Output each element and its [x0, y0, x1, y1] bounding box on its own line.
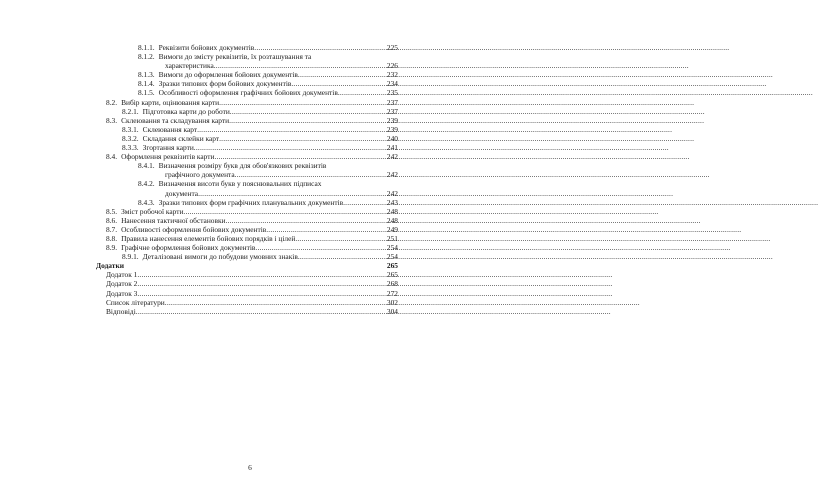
toc-entry [96, 107, 398, 116]
toc-entry-title: Зразки типових форм бойових документів [158, 79, 292, 89]
dot-leader [198, 189, 376, 198]
toc-entry [96, 98, 398, 107]
toc-entry-title: Деталізовані вимоги до побудови умовних знаків [142, 252, 298, 262]
dot-leader [338, 88, 376, 97]
toc-entry [96, 207, 398, 216]
toc-entry-continuation [96, 61, 398, 70]
toc-entry-number: 8.4.1. [138, 161, 155, 171]
toc-entry-number: 8.6. [106, 215, 118, 225]
toc-entry [96, 179, 398, 188]
dot-leader [229, 116, 376, 125]
toc-entry [96, 216, 398, 225]
toc-entry-number: 8.3.1. [122, 124, 139, 134]
toc-entry [96, 270, 398, 279]
dot-leader [219, 98, 376, 107]
toc-entry-page: 302 [386, 297, 398, 307]
toc-entry-title: Реквізити бойових документів [158, 43, 255, 52]
toc-entry-title: Додатки [96, 261, 124, 271]
toc-entry-number: 8.1.4. [138, 79, 155, 89]
toc-entry-title: Склеювання карт [142, 124, 198, 134]
toc-entry [96, 125, 398, 134]
toc-entry [96, 143, 398, 152]
dot-leader [194, 143, 376, 152]
toc-entry-title: Додаток 3 [106, 288, 138, 298]
toc-entry-number: 8.3. [106, 115, 118, 125]
toc-entry-number: 8.2. [106, 97, 118, 107]
toc-entry [96, 198, 398, 207]
toc-entry-page: 251 [386, 233, 398, 243]
toc-entry [96, 152, 398, 161]
toc-entry-continuation [96, 170, 398, 179]
dot-leader [230, 107, 376, 116]
toc-entry-page: 240 [386, 133, 398, 143]
toc-entry [96, 116, 398, 125]
dot-leader [298, 70, 376, 79]
page-number: 6 [248, 463, 252, 472]
toc-entry-title: Згортання карти [142, 143, 194, 153]
toc-entry-number: 8.4.3. [138, 197, 155, 207]
toc-entry-page: 225 [386, 43, 398, 52]
toc-entry-number: 8.4. [106, 152, 118, 162]
toc-entry-page: 226 [386, 61, 398, 71]
dot-leader [266, 225, 376, 234]
toc-entry-number: 8.9.1. [122, 252, 139, 262]
toc-entry-page: 248 [386, 215, 398, 225]
toc-entry-title: Вибір карти, оцінювання карти [121, 97, 220, 107]
toc-entry-title: Відповіді [106, 306, 136, 316]
toc-entry [96, 43, 398, 52]
toc-entry-title: Особливості оформлення графічних бойових документів [158, 88, 338, 98]
toc-entry-title: Складання склейки карт [142, 133, 220, 143]
dot-leader [137, 289, 376, 298]
toc-entry-title: Нанесення тактичної обстановки [121, 215, 226, 225]
toc-entry-page: 239 [386, 124, 398, 134]
toc-entry-page: 237 [386, 97, 398, 107]
toc-entry-page: 304 [386, 306, 398, 316]
dot-leader [197, 125, 376, 134]
dot-leader [226, 216, 376, 225]
toc-entry-page: 242 [386, 152, 398, 162]
toc-entry-page: 265 [386, 270, 398, 280]
toc-entry-title-continued: характеристика [165, 61, 214, 71]
dot-leader [298, 252, 376, 261]
dot-leader [136, 307, 376, 316]
toc-entry-title: Склеювання та складування карти [121, 115, 230, 125]
toc-entry [96, 225, 398, 234]
toc-entry [96, 234, 398, 243]
toc-entry-number: 8.8. [106, 233, 118, 243]
toc-entry-number: 8.7. [106, 224, 118, 234]
toc-entry-page: 254 [386, 243, 398, 253]
toc-entry-number: 8.1.3. [138, 70, 155, 80]
toc-entry-page: 254 [386, 252, 398, 262]
toc-entry-page: 249 [386, 224, 398, 234]
toc-entry-title: Визначення розміру букв для обов'язкових реквізитів [158, 161, 327, 171]
toc-entry-number: 8.5. [106, 206, 118, 216]
dot-leader [291, 79, 376, 88]
toc-entry [96, 279, 398, 288]
toc-entry [96, 52, 398, 61]
dot-leader [254, 43, 376, 52]
toc-entry [96, 261, 398, 270]
toc-entry-page: 232 [386, 70, 398, 80]
toc-entry-page: 234 [386, 79, 398, 89]
dot-leader [137, 270, 376, 279]
toc-entry-page: 242 [386, 188, 398, 198]
toc-entry-continuation [96, 189, 398, 198]
toc-entry-number: 8.3.3. [122, 143, 139, 153]
toc-entry-title: Правила нанесення елементів бойових порядків і цілей [121, 233, 296, 243]
toc-entry-title-continued: графічного документа [165, 170, 235, 180]
toc-entry-page: 237 [386, 106, 398, 116]
toc-entry-title: Вимоги до оформлення бойових документів [158, 70, 298, 80]
toc-entry [96, 307, 398, 316]
toc-entry-number: 8.3.2. [122, 133, 139, 143]
toc-entry-number: 8.9. [106, 243, 118, 253]
toc-entry-title: Список літератури [106, 297, 165, 307]
toc-entry-title: Оформлення реквізитів карти [121, 152, 215, 162]
toc-entry-page: 265 [386, 261, 398, 271]
toc-entry-number: 8.1.1. [138, 43, 155, 52]
toc-entry-number: 8.1.5. [138, 88, 155, 98]
toc-entry-title-continued: документа [165, 188, 199, 198]
toc-entry [96, 161, 398, 170]
toc-entry-title: Зміст робочої карти [121, 206, 184, 216]
toc-entry [96, 289, 398, 298]
dot-leader [214, 61, 376, 70]
dot-leader [235, 170, 376, 179]
toc-entry [96, 243, 398, 252]
table-of-contents [96, 43, 398, 316]
toc-entry-page: 272 [386, 288, 398, 298]
dot-leader [255, 243, 376, 252]
toc-entry-title: Додаток 1 [106, 270, 138, 280]
toc-entry-number: 8.2.1. [122, 106, 139, 116]
toc-entry-title: Графічне оформлення бойових документів [121, 243, 256, 253]
toc-entry-page: 235 [386, 88, 398, 98]
toc-entry [96, 79, 398, 88]
toc-entry-title: Підготовка карти до роботи [142, 106, 230, 116]
dot-leader [214, 152, 376, 161]
toc-entry-title: Додаток 2 [106, 279, 138, 289]
toc-entry-page: 241 [386, 143, 398, 153]
toc-entry-title: Особливості оформлення бойових документів [121, 224, 267, 234]
toc-entry-number: 8.1.2. [138, 52, 155, 62]
dot-leader [165, 298, 376, 307]
toc-entry [96, 298, 398, 307]
toc-entry-title: Вимоги до змісту реквізитів, їх розташування та [158, 52, 312, 62]
dot-leader [183, 207, 376, 216]
dot-leader [137, 279, 376, 288]
toc-entry-page: 239 [386, 115, 398, 125]
toc-entry-title: Визначення висоти букв у пояснювальних підписах [158, 179, 322, 189]
toc-entry [96, 70, 398, 79]
toc-entry-title: Зразки типових форм графічних планувальних документів [158, 197, 344, 207]
toc-entry [96, 88, 398, 97]
toc-entry-number: 8.4.2. [138, 179, 155, 189]
dot-leader [295, 234, 376, 243]
toc-entry-page: 242 [386, 170, 398, 180]
toc-entry-page: 268 [386, 279, 398, 289]
dot-leader [219, 134, 376, 143]
dot-leader [343, 198, 376, 207]
toc-entry [96, 252, 398, 261]
toc-entry-page: 243 [386, 197, 398, 207]
toc-entry-page: 248 [386, 206, 398, 216]
toc-entry [96, 134, 398, 143]
